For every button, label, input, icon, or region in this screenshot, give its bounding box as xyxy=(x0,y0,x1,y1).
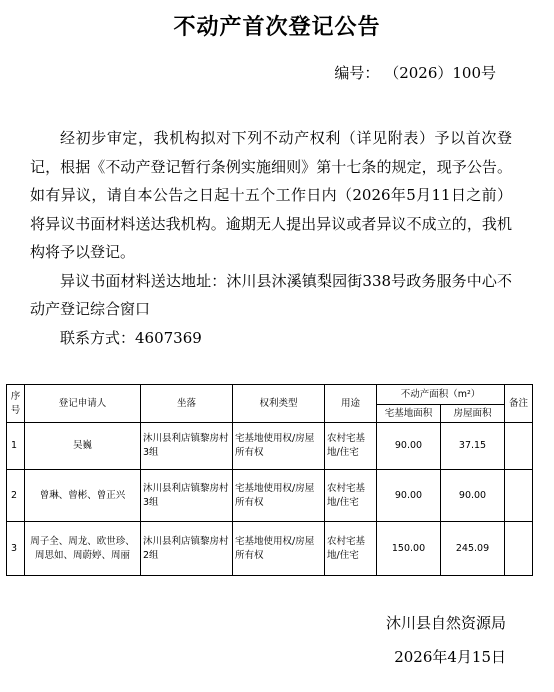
document-title: 不动产首次登记公告 xyxy=(173,14,381,40)
header-house-area: 房屋面积 xyxy=(441,405,505,423)
table-row xyxy=(7,423,533,470)
row-right-type: 宅基地使用权/房屋所有权 xyxy=(233,423,325,470)
row-use: 农村宅基地/住宅 xyxy=(325,423,377,470)
header-land-area: 宅基地面积 xyxy=(377,405,441,423)
header-area: 不动产面积（m²） xyxy=(377,385,505,405)
header-location: 坐落 xyxy=(141,385,233,423)
row-location: 沐川县利店镇黎房村3组 xyxy=(141,470,233,522)
row-land-area: 90.00 xyxy=(377,423,441,470)
table-row xyxy=(7,522,533,576)
row-right-type: 宅基地使用权/房屋所有权 xyxy=(233,522,325,576)
row-applicant: 曾琳、曾彬、曾正兴 xyxy=(25,470,141,522)
header-applicant: 登记申请人 xyxy=(25,385,141,423)
issue-date: 2026年4月15日 xyxy=(394,648,506,666)
issuing-organization: 沐川县自然资源局 xyxy=(385,614,506,632)
header-right-type: 权利类型 xyxy=(233,385,325,423)
row-applicant: 周子全、周龙、欧世珍、周思如、周蔚婷、周丽 xyxy=(25,522,141,576)
row-seq: 1 xyxy=(7,423,25,470)
header-use: 用途 xyxy=(325,385,377,423)
row-note xyxy=(505,470,533,522)
header-seq: 序号 xyxy=(7,385,25,423)
row-seq: 3 xyxy=(7,522,25,576)
row-note xyxy=(505,522,533,576)
registration-table xyxy=(6,384,533,576)
contact-info: 联系方式：4607369 xyxy=(60,328,202,347)
row-use: 农村宅基地/住宅 xyxy=(325,522,377,576)
header-note: 备注 xyxy=(505,385,533,423)
row-right-type: 宅基地使用权/房屋所有权 xyxy=(233,470,325,522)
row-applicant: 吴巍 xyxy=(25,423,141,470)
notice-body xyxy=(30,124,512,352)
row-use: 农村宅基地/住宅 xyxy=(325,470,377,522)
row-land-area: 150.00 xyxy=(377,522,441,576)
document-number: 编号： （2026）100号 xyxy=(334,64,496,82)
objection-address: 异议书面材料送达地址：沐川县沐溪镇梨园街338号政务服务中心不动产登记综合窗口 xyxy=(30,271,512,318)
row-house-area: 37.15 xyxy=(441,423,505,470)
table-row xyxy=(7,470,533,522)
row-seq: 2 xyxy=(7,470,25,522)
row-land-area: 90.00 xyxy=(377,470,441,522)
row-note xyxy=(505,423,533,470)
signature-block xyxy=(386,612,506,680)
row-house-area: 245.09 xyxy=(441,522,505,576)
row-location: 沐川县利店镇黎房村3组 xyxy=(141,423,233,470)
row-location: 沐川县利店镇黎房村2组 xyxy=(141,522,233,576)
row-house-area: 90.00 xyxy=(441,470,505,522)
notice-paragraph-main: 经初步审定，我机构拟对下列不动产权利（详见附表）予以首次登记，根据《不动产登记暂行条例实施细则》第十七条的规定，现予公告。如有异议，请自本公告之日起十五个工作日内（2026年5月11日之前）将异议书面材料送达我机构。逾期无人提出异议或者异议不成立的，我机构将予以登记。 xyxy=(30,129,512,261)
